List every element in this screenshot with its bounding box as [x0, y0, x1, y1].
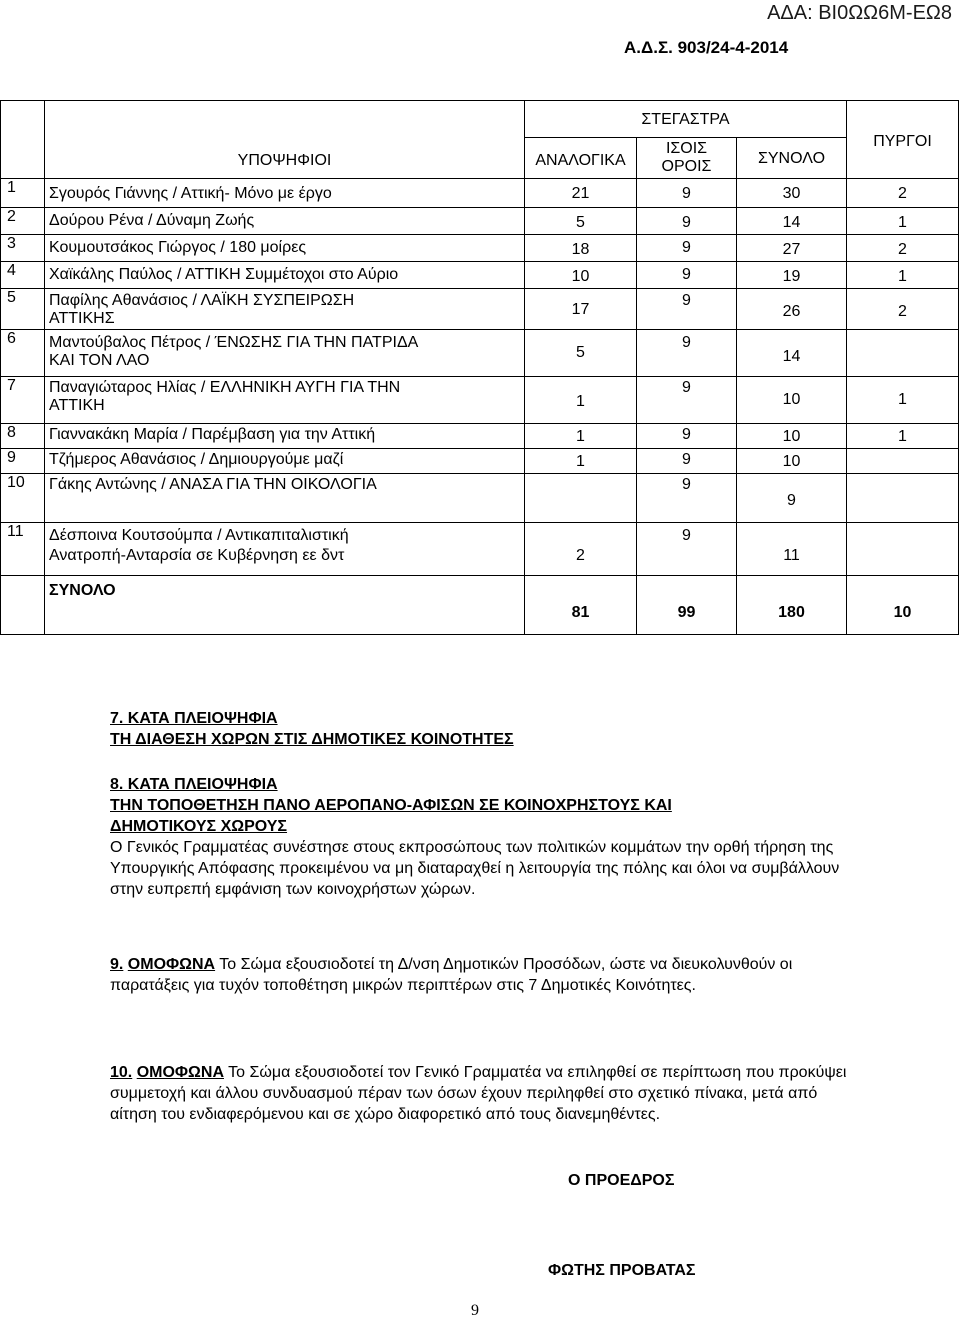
table-subheader-row [1, 138, 959, 179]
row-candidate: Παναγιώταρος Ηλίας / ΕΛΛΗΝΙΚΗ ΑΥΓΗ ΓΙΑ ΤΗΝ ΑΤΤΙΚΗ [45, 377, 525, 424]
row-towers [847, 449, 959, 474]
header-equal-2: ΟΡΟΙΣ [661, 158, 712, 175]
row-number: 5 [1, 289, 45, 330]
section-9-body: Το Σώμα εξουσιοδοτεί τη Δ/νση Δημοτικών Προσόδων, ώστε να διευκολυνθούν οι παρατάξεις για τυχόν τοποθέτηση μικρών περιπτέρων στις 7 Δημοτικές Κοινότητες. [110, 956, 793, 994]
row-number: 2 [1, 208, 45, 235]
section-10-body: Το Σώμα εξουσιοδοτεί τον Γενικό Γραμματέα να επιληφθεί σε περίπτωση που προκύψει συμμετοχή και άλλου συνδυασμού πέραν των όσων έχουν περιληφθεί στο σχετικό πίνακα, μετά από αίτηση του ενδιαφερόμενου και σε χώρο διαφορετικό από τους διανεμηθέντες. [110, 1064, 847, 1123]
row-total: 27 [737, 235, 847, 262]
table-row [1, 179, 959, 208]
protocol-number: Α.Δ.Σ. 903/24-4-2014 [624, 38, 789, 57]
table-row [1, 377, 959, 424]
header-shelters: ΣΤΕΓΑΣΤΡΑ [641, 111, 730, 128]
section-10 [110, 1062, 850, 1125]
row-towers [847, 523, 959, 576]
row-equal: 9 [637, 330, 737, 377]
row-towers: 1 [847, 208, 959, 235]
row-number: 8 [1, 424, 45, 449]
row-equal: 9 [637, 289, 737, 330]
table-row [1, 474, 959, 523]
row-proportional: 2 [525, 523, 637, 576]
row-equal: 9 [637, 262, 737, 289]
row-number: 6 [1, 330, 45, 377]
table-row [1, 449, 959, 474]
section-7 [110, 708, 850, 750]
row-total: 10 [737, 377, 847, 424]
section-10-label: ΟΜΟΦΩΝΑ [136, 1064, 224, 1081]
shelters-allocation-table [0, 100, 959, 635]
section-9-number: 9. [110, 956, 124, 973]
signature-name: ΦΩΤΗΣ ΠΡΟΒΑΤΑΣ [548, 1262, 696, 1279]
row-proportional: 1 [525, 377, 637, 424]
section-8-subject-1: ΤΗΝ ΤΟΠΟΘΕΤΗΣΗ ΠΑΝΟ ΑΕΡΟΠΑΝΟ-ΑΦΙΣΩΝ ΣΕ ΚΟΙΝΟΧΡΗΣΤΟΥΣ ΚΑΙ [110, 797, 672, 814]
row-towers: 1 [847, 424, 959, 449]
row-towers: 2 [847, 289, 959, 330]
row-proportional: 18 [525, 235, 637, 262]
total-proportional: 81 [525, 576, 637, 635]
total-equal: 99 [637, 576, 737, 635]
section-8-subject-2: ΔΗΜΟΤΙΚΟΥΣ ΧΩΡΟΥΣ [110, 818, 288, 835]
row-proportional: 10 [525, 262, 637, 289]
table-row [1, 330, 959, 377]
row-number: 7 [1, 377, 45, 424]
row-number: 1 [1, 179, 45, 208]
row-number: 4 [1, 262, 45, 289]
row-towers [847, 330, 959, 377]
table-header-row [1, 101, 959, 138]
row-towers: 1 [847, 262, 959, 289]
section-10-number: 10. [110, 1064, 133, 1081]
row-towers: 1 [847, 377, 959, 424]
total-total: 180 [737, 576, 847, 635]
row-proportional: 1 [525, 424, 637, 449]
row-equal: 9 [637, 523, 737, 576]
row-total: 10 [737, 424, 847, 449]
row-number: 3 [1, 235, 45, 262]
row-proportional: 17 [525, 289, 637, 330]
row-candidate: Δέσποινα Κουτσούμπα / Αντικαπιταλιστική Ανατροπή-Ανταρσία σε Κυβέρνηση εε δντ [45, 523, 525, 576]
table-row [1, 424, 959, 449]
section-7-subject: ΤΗ ΔΙΑΘΕΣΗ ΧΩΡΩΝ ΣΤΙΣ ΔΗΜΟΤΙΚΕΣ ΚΟΙΝΟΤΗΤΕΣ [110, 731, 514, 748]
total-label-cell [45, 576, 525, 635]
row-candidate: Δούρου Ρένα / Δύναμη Ζωής [45, 208, 525, 235]
row-candidate: Γιαννακάκη Μαρία / Παρέμβαση για την Αττική [45, 424, 525, 449]
total-towers: 10 [847, 576, 959, 635]
row-total: 14 [737, 330, 847, 377]
section-7-title: 7. ΚΑΤΑ ΠΛΕΙΟΨΗΦΙΑ [110, 710, 278, 727]
row-towers: 2 [847, 235, 959, 262]
row-number: 11 [1, 523, 45, 576]
row-number: 10 [1, 474, 45, 523]
table-row [1, 289, 959, 330]
section-9-label: ΟΜΟΦΩΝΑ [127, 956, 216, 973]
page-number: 9 [471, 1302, 479, 1319]
row-equal: 9 [637, 474, 737, 523]
row-proportional: 5 [525, 208, 637, 235]
row-proportional: 1 [525, 449, 637, 474]
section-8 [110, 774, 850, 900]
row-equal: 9 [637, 208, 737, 235]
row-equal: 9 [637, 179, 737, 208]
row-total: 10 [737, 449, 847, 474]
row-candidate: Σγουρός Γιάννης / Αττική- Μόνο με έργο [45, 179, 525, 208]
header-proportional: ΑΝΑΛΟΓΙΚΑ [535, 152, 626, 169]
header-towers: ΠΥΡΓΟΙ [873, 133, 932, 150]
section-8-title: 8. ΚΑΤΑ ΠΛΕΙΟΨΗΦΙΑ [110, 776, 278, 793]
header-candidates: ΥΠΟΨΗΦΙΟΙ [237, 151, 332, 169]
header-equal-1: ΙΣΟΙΣ [665, 140, 708, 157]
table-total-row [1, 576, 959, 635]
row-total: 30 [737, 179, 847, 208]
row-total: 26 [737, 289, 847, 330]
table-row [1, 523, 959, 576]
table-row [1, 208, 959, 235]
row-towers [847, 474, 959, 523]
row-total: 14 [737, 208, 847, 235]
row-proportional: 21 [525, 179, 637, 208]
row-equal: 9 [637, 377, 737, 424]
row-proportional: 5 [525, 330, 637, 377]
row-towers: 2 [847, 179, 959, 208]
row-total: 19 [737, 262, 847, 289]
table-row [1, 262, 959, 289]
row-candidate: Τζήμερος Αθανάσιος / Δημιουργούμε μαζί [45, 449, 525, 474]
signature-title: Ο ΠΡΟΕΔΡΟΣ [568, 1172, 675, 1189]
row-equal: 9 [637, 449, 737, 474]
ada-code: ΑΔΑ: ΒΙ0ΩΩ6Μ-ΕΩ8 [767, 2, 952, 24]
header-total: ΣΥΝΟΛΟ [757, 150, 826, 167]
row-total: 11 [737, 523, 847, 576]
row-equal: 9 [637, 424, 737, 449]
row-number: 9 [1, 449, 45, 474]
row-candidate: Γάκης Αντώνης / ΑΝΑΣΑ ΓΙΑ ΤΗΝ ΟΙΚΟΛΟΓΙΑ [45, 474, 525, 523]
total-label: ΣΥΝΟΛΟ [49, 582, 116, 599]
row-candidate: Μαντούβαλος Πέτρος / ΈΝΩΣΗΣ ΓΙΑ ΤΗΝ ΠΑΤΡΙΔΑ ΚΑΙ ΤΟΝ ΛΑΟ [45, 330, 525, 377]
row-proportional [525, 474, 637, 523]
section-8-body: Ο Γενικός Γραμματέας συνέστησε στους εκπροσώπους των πολιτικών κομμάτων την ορθή τήρηση της Υπουργικής Απόφασης προκειμένου να μη διαταραχθεί η λειτουργία της πόλης και όλοι να συμβάλλουν στην ευπρεπή εμφάνιση των κοινοχρήστων χώρων. [110, 839, 840, 898]
row-candidate: Παφίλης Αθανάσιος / ΛΑΪΚΗ ΣΥΣΠΕΙΡΩΣΗ ΑΤΤΙΚΗΣ [45, 289, 525, 330]
row-candidate: Χαϊκάλης Παύλος / ΑΤΤΙΚΗ Συμμέτοχοι στο Αύριο [45, 262, 525, 289]
table-row [1, 235, 959, 262]
section-9 [110, 954, 850, 996]
row-equal: 9 [637, 235, 737, 262]
row-total: 9 [737, 474, 847, 523]
row-candidate: Κουμουτσάκος Γιώργος / 180 μοίρες [45, 235, 525, 262]
